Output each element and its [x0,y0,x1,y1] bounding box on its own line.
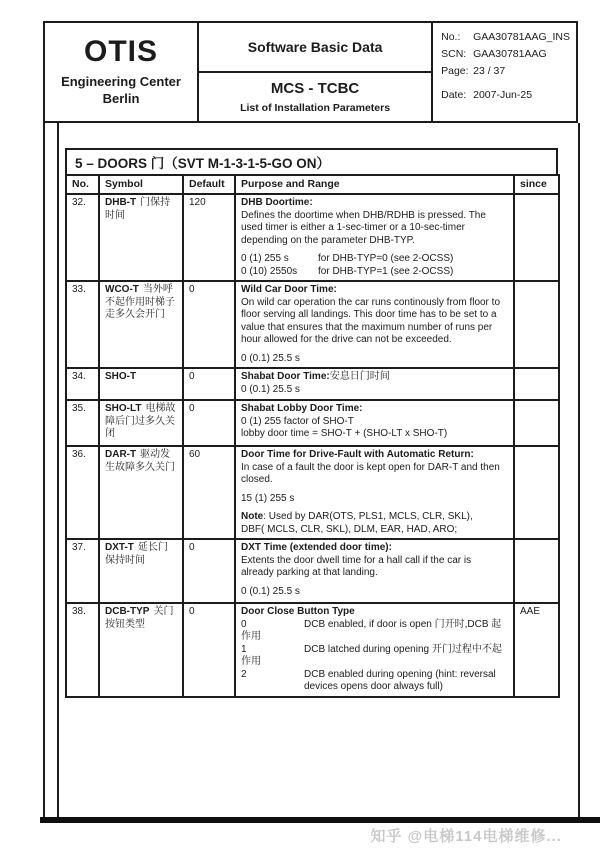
row-35-body-line: lobby door time = SHO-T + (SHO-LT x SHO-T) [241,428,448,439]
meta-scn [441,48,570,60]
table-row-32 [66,194,559,281]
row-37-default: 0 [183,539,235,603]
row-38-option-2-wrap: devices opens door always full) [304,681,443,692]
row-33-since [514,281,559,368]
row-36-symbol [99,446,183,539]
table-row-37 [66,539,559,603]
left-spine-line [57,123,59,817]
row-38-option-1-text: DCB latched during opening 开门过程中不起 [304,643,502,655]
row-33-purpose-title: Wild Car Door Time: [241,284,337,295]
table-row-38 [66,603,559,697]
table-row-33 [66,281,559,368]
meta-scn-value: GAA30781AAG [473,48,547,60]
document-header [43,21,578,123]
row-36-no: 36. [66,446,99,539]
row-34-default: 0 [183,368,235,400]
row-36-body-line: closed. [241,474,273,485]
row-36-default: 60 [183,446,235,539]
meta-no-label: No.: [441,31,461,43]
otis-logo: OTIS [84,35,159,69]
zhihu-watermark: 知乎 @电梯114电梯维修... [370,828,562,845]
row-37-no: 37. [66,539,99,603]
row-38-option-2 [241,669,508,682]
row-32-range-2-cond: for DHB-TYP=1 (see 2-OCSS) [318,265,454,277]
meta-page-value: 23 / 37 [473,65,506,77]
row-33-body-line: On wild car operation the car runs continously from floor to [241,296,501,308]
row-38-option-2-text: DCB enabled during opening (hint: reversal [304,668,496,680]
row-37-body-line: Extents the door dwell time for a hall call if the car is [241,554,472,566]
row-33-range: 0 (0.1) 25.5 s [241,352,300,364]
col-header-since: since [514,175,559,194]
meta-no [441,31,570,43]
row-37-purpose-title: DXT Time (extended door time): [241,542,392,553]
row-32-range-2-value: 0 (10) 2550s [241,265,298,277]
row-38-option-0 [241,619,508,632]
row-38-option-1-wrap: 作用 [241,656,261,667]
row-32-default: 120 [183,194,235,281]
row-33-body-line: hour allowed for the drive can not be exceeded. [241,334,452,345]
row-36-note-text1: : Used by DAR(OTS, PLS1, MCLS, CLR, SKL), [263,511,473,522]
row-32-symbol-code: DHB-T [105,197,137,208]
row-35-since [514,400,559,446]
row-34-since [514,368,559,400]
col-header-default: Default [183,175,235,194]
row-37-range: 0 (0.1) 25.5 s [241,585,300,597]
row-38-option-1 [241,644,508,657]
row-35-symbol-code: SHO-LT [105,403,142,414]
row-37-symbol [99,539,183,603]
row-32-body-line: Defines the doortime when DHB/RDHB is pressed. The [241,209,486,221]
row-32-purpose [235,194,514,281]
column-header-row [66,175,559,194]
section-title: 5 – DOORS 门（SVT M-1-3-1-5-GO ON） [65,148,558,176]
row-38-purpose [235,603,514,697]
row-33-purpose [235,281,514,368]
row-36-note-label: Note [241,511,264,522]
org-line2: Berlin [102,90,140,106]
row-34-symbol [99,368,183,400]
row-37-purpose [235,539,514,603]
system-name: MCS - TCBC [270,80,360,97]
row-35-symbol-cn: 电梯故障后门过多久关闭 [105,403,176,439]
row-33-default: 0 [183,281,235,368]
meta-date-value: 2007-Jun-25 [473,89,533,101]
row-32-symbol-cn: 门保持时间 [105,197,171,221]
row-38-default: 0 [183,603,235,697]
row-33-body-line: value that ensures that the maximum number of runs per [241,321,493,333]
row-37-symbol-cn: 延长门保持时间 [105,542,168,566]
row-34-title-cn: 安息日门时间 [329,371,390,382]
row-36-symbol-cn: 驱动发生故障多久关门 [105,449,175,473]
row-35-symbol [99,400,183,446]
row-34-range: 0 (0.1) 25.5 s [241,383,300,395]
row-33-symbol-code: WCO-T [105,284,139,295]
row-38-no: 38. [66,603,99,697]
parameters-table [65,148,558,698]
row-34-purpose [235,368,514,400]
doc-subtitle: List of Installation Parameters [240,102,391,114]
row-36-purpose-title: Door Time for Drive-Fault with Automatic Return: [241,449,474,460]
row-36-purpose [235,446,514,539]
meta-date-label: Date: [441,89,467,101]
row-35-default: 0 [183,400,235,446]
row-37-symbol-code: DXT-T [105,542,134,553]
table-row-34 [66,368,559,400]
org-name [61,74,181,107]
row-38-purpose-title: Door Close Button Type [241,606,355,617]
meta-scn-label: SCN: [441,48,467,60]
row-32-range-2 [241,266,508,279]
row-36-note [241,511,508,524]
row-34-no: 34. [66,368,99,400]
row-38-option-2-num: 2 [241,668,247,680]
row-32-range-1 [241,253,508,266]
row-35-body-line: 0 (1) 255 factor of SHO-T [241,415,354,427]
page-bottom-bar [40,817,600,823]
row-33-no: 33. [66,281,99,368]
table-row-36 [66,446,559,539]
doc-subtitle-block [199,73,431,121]
row-32-symbol [99,194,183,281]
row-38-symbol-cn: 关门按钮类型 [105,606,174,630]
row-37-since [514,539,559,603]
row-36-since [514,446,559,539]
row-38-option-0-num: 0 [241,618,247,630]
col-header-symbol: Symbol [99,175,183,194]
row-34-symbol-code: SHO-T [105,371,137,382]
row-32-since [514,194,559,281]
row-32-body-line: used timer is either a 1-sec-timer or a 10-sec-timer [241,222,465,233]
header-middle-cell [197,23,433,121]
row-35-purpose-title: Shabat Lobby Door Time: [241,403,363,414]
row-38-option-0-wrap: 作用 [241,631,261,642]
meta-date [441,89,570,101]
row-32-no: 32. [66,194,99,281]
row-34-purpose-title: Shabat Door Time:安息日门时间 [241,371,390,382]
row-38-symbol-code: DCB-TYP [105,606,150,617]
row-35-purpose [235,400,514,446]
row-38-option-0-text: DCB enabled, if door is open 门开时,DCB 起 [304,618,502,630]
row-32-body-line: depending on the parameter DHB-TYP. [241,234,415,246]
table-row-35 [66,400,559,446]
row-33-symbol [99,281,183,368]
row-36-body-line: In case of a fault the door is kept open for DAR-T and then [241,461,500,473]
col-header-purpose: Purpose and Range [235,175,514,194]
meta-no-value: GAA30781AAG_INS [473,31,570,43]
row-36-symbol-code: DAR-T [105,449,137,460]
row-32-purpose-title: DHB Doortime: [241,197,313,208]
org-line1: Engineering Center [61,74,181,90]
doc-title: Software Basic Data [199,23,431,73]
row-38-symbol [99,603,183,697]
meta-page-label: Page: [441,65,469,77]
row-33-symbol-cn: 当外呼不起作用时梯子走多久会开门 [105,284,175,320]
row-36-range: 15 (1) 255 s [241,492,295,504]
row-32-range-1-value: 0 (1) 255 s [241,253,289,264]
meta-page [441,65,570,77]
parameters-grid [65,174,560,698]
header-left-cell [45,23,197,121]
row-38-option-1-num: 1 [241,643,247,655]
row-33-body-line: floor serving all landings. This door time has to be set to a [241,309,497,320]
row-35-no: 35. [66,400,99,446]
row-32-range-1-cond: for DHB-TYP=0 (see 2-OCSS) [318,253,454,264]
row-38-since: AAE [514,603,559,697]
header-meta-cell [433,23,576,121]
row-37-body-line: already parking at that landing. [241,567,378,578]
row-36-note-text2: DBF( MCLS, CLR, SKL), DLM, EAR, HAD, ARO; [241,523,458,535]
col-header-no: No. [66,175,99,194]
